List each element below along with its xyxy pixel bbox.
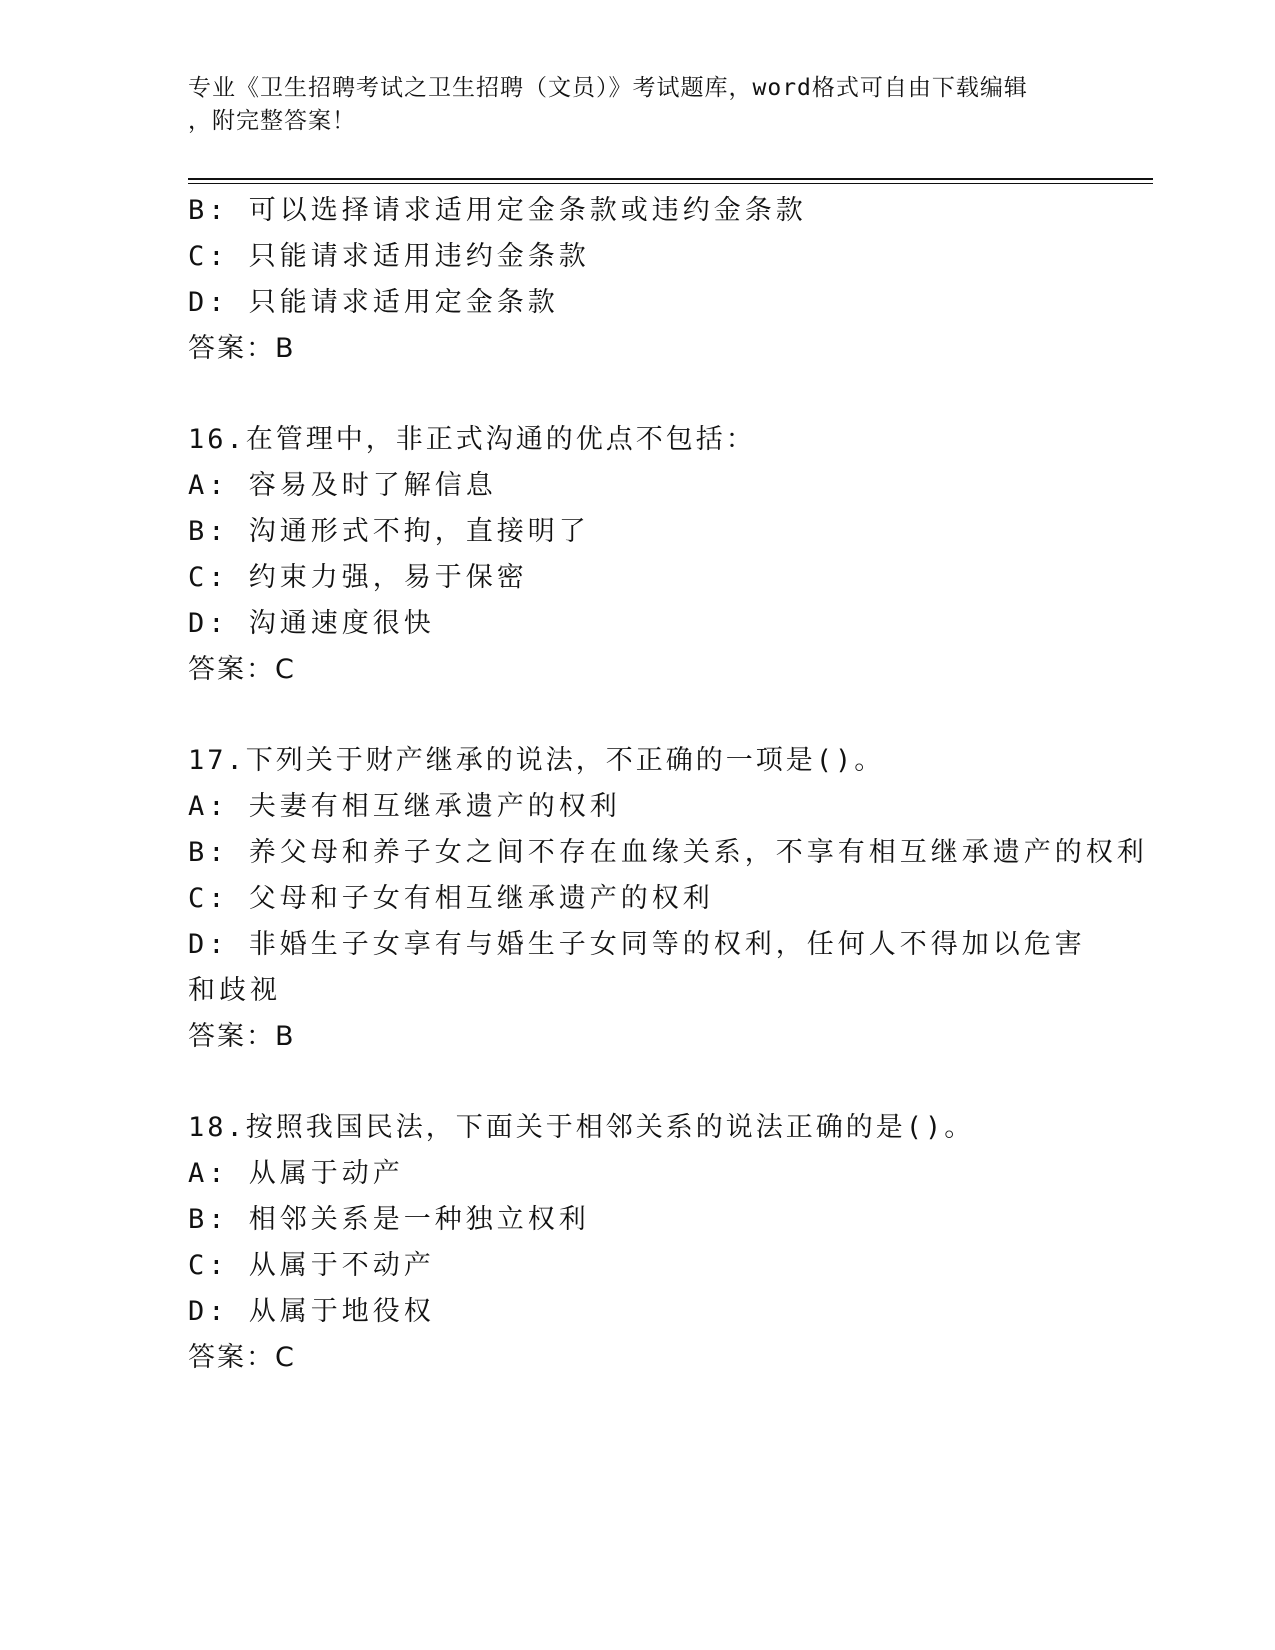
question-16 [188, 417, 1088, 693]
answer-line: 答案：B [188, 333, 296, 364]
option-d: D: 非婚生子女享有与婚生子女同等的权利，任何人不得加以危害和歧视 [188, 929, 1086, 1006]
answer-line: 答案：B [188, 1021, 296, 1052]
spacer [188, 693, 1088, 738]
header-divider-thin [188, 183, 1153, 184]
question-title: 18.按照我国民法，下面关于相邻关系的说法正确的是()。 [188, 1112, 975, 1143]
previous-question-continuation [188, 188, 1088, 372]
question-title: 17.下列关于财产继承的说法，不正确的一项是()。 [188, 745, 885, 776]
header-divider-thick [188, 178, 1153, 180]
header-line-1: 专业《卫生招聘考试之卫生招聘（文员）》考试题库，word格式可自由下载编辑 [188, 75, 1028, 101]
option-b: B: 相邻关系是一种独立权利 [188, 1204, 590, 1235]
option-c: C: 只能请求适用违约金条款 [188, 241, 590, 272]
spacer [188, 1060, 1088, 1105]
option-d: D: 从属于地役权 [188, 1296, 435, 1327]
option-d: D: 沟通速度很快 [188, 608, 435, 639]
option-d: D: 只能请求适用定金条款 [188, 287, 559, 318]
spacer [188, 372, 1088, 417]
option-c: C: 约束力强，易于保密 [188, 562, 528, 593]
answer-line: 答案：C [188, 654, 296, 685]
document-header [188, 72, 1068, 138]
option-a: A: 从属于动产 [188, 1158, 404, 1189]
option-a: A: 夫妻有相互继承遗产的权利 [188, 791, 621, 822]
header-line-2: ，附完整答案！ [188, 108, 356, 134]
option-c: C: 从属于不动产 [188, 1250, 435, 1281]
option-c: C: 父母和子女有相互继承遗产的权利 [188, 883, 714, 914]
question-18 [188, 1105, 1088, 1381]
option-b: B: 沟通形式不拘，直接明了 [188, 516, 590, 547]
option-b: B: 可以选择请求适用定金条款或违约金条款 [188, 195, 807, 226]
question-list [188, 188, 1148, 1381]
answer-line: 答案：C [188, 1342, 296, 1373]
option-a: A: 容易及时了解信息 [188, 470, 497, 501]
question-title: 16.在管理中，非正式沟通的优点不包括： [188, 424, 756, 455]
option-b: B: 养父母和养子女之间不存在血缘关系，不享有相互继承遗产的权利 [188, 837, 1148, 868]
question-17 [188, 738, 1148, 1060]
